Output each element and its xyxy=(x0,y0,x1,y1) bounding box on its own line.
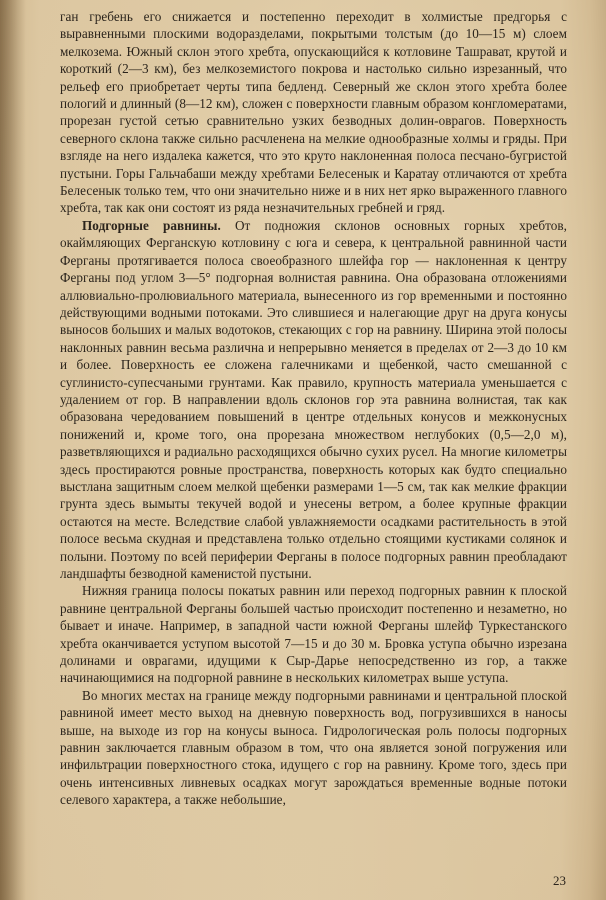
paragraph-4 xyxy=(60,687,567,809)
paragraph-1 xyxy=(60,8,567,217)
paragraph-2-text: От подножия склонов основных горных хребтов, окаймляющих Ферганскую котловину с юга и севера, к центральной равнинной части Ферганы протягивается полоса своеобразного шлейфа гор — наклоненная к центру Ферганы под углом 3—5° подгорная волнистая равнина. Она образована отложениями аллювиально-пролювиального материала, вынесенного из гор временными и постоянно действующими водными потоками. Это слившиеся и налегающие друг на друга конусы выносов больших и малых водотоков, стекающих с гор на равнину. Ширина этой полосы наклонных равнин весьма различна и непрерывно меняется в пределах от 2—3 до 10 км и более. Поверхность ее сложена галечниками и щебенкой, часто смешанной с суглинисто-супесчаными грунтами. Как правило, крупность материала уменьшается с удалением от гор. В направлении вдоль склонов гор эта равнина волнистая, так как образована чередованием повышений в центре отдельных конусов и межконусных понижений и, кроме того, она прорезана множеством неглубоких (0,5—2,0 м), разветвляющихся и радиально расходящихся обычно сухих русел. На многие километры здесь простираются ровные пространства, поверхность которых как будто специально выстлана защитным слоем мелкой щебенки размерами 1—5 см, так как мелкие фракции грунта здесь вымыты текучей водой и унесены ветром, а более крупные фракции остаются на месте. Вследствие слабой увлажняемости осадками растительность в этой полосе весьма скудная и представлена только отдельно стоящими кустиками солянок и полыни. Поэтому по всей периферии Ферганы в полосе подгорных равнин преобладают ландшафты безводной каменистой пустыни. xyxy=(60,217,567,581)
paragraph-1-text: ган гребень его снижается и постепенно переходит в холмистые предгорья с выравненными плоскими водоразделами, покрытыми толстым (до 10—15 м) слоем мелкозема. Южный склон этого хребта, опускающийся к котловине Ташрават, крутой и короткий (2—3 км), без мелкоземистого покрова и настолько сильно изрезанный, что рельеф его приобретает черты типа бедленд. Северный же склон этого хребта более пологий и длинный (8—12 км), сложен с поверхности главным образом конгломератами, прорезан густой сетью сравнительно узких безводных долин-оврагов. Поверхность северного склона также сильно расчленена на мелкие однообразные холмы и гряды. При взгляде на него издалека кажется, что это круто наклоненная полоса песчано-бугристой пустыни. Горы Гальчабаши между хребтами Белесенык и Каратау отличаются от хребта Белесенык только тем, что они значительно ниже и в них нет ярко выраженного главного хребта, так как они состоят из ряда незначительных гребней и гряд. xyxy=(60,9,567,216)
paragraph-3-text: Нижняя граница полосы покатых равнин или переход подгорных равнин к плоской равнине центральной Ферганы большей частью происходит постепенно и незаметно, но бывает и иначе. Например, в западной части южной Ферганы шлейф Туркестанского хребта оканчивается уступом высотой 7—15 и до 30 м. Бровка уступа обычно изрезана долинами и оврагами, идущими к Сыр-Дарье непосредственно из гор, а также начинающимися на подгорной равнине в нескольких километрах выше уступа. xyxy=(60,583,567,686)
paragraph-4-text: Во многих местах на границе между подгорными равнинами и центральной плоской равниной имеет место выход на дневную поверхность вод, погрузившихся в наносы выше, на выходе из гор на конусы выноса. Гидрологическая роль полосы подгорных равнин заключается главным образом в том, что она является зоной погружения или инфильтрации поверхностного стока, идущего с гор на равнину. Кроме того, здесь при очень интенсивных ливневых осадках могут зарождаться временные водные потоки селевого характера, а также небольшие, xyxy=(60,687,567,808)
page-number: 23 xyxy=(553,873,566,888)
page-gutter-shadow xyxy=(0,0,26,900)
paragraph-3 xyxy=(60,582,567,686)
section-heading-podgornye-ravniny: Подгорные равнины. xyxy=(82,217,221,233)
paragraph-2 xyxy=(60,217,567,583)
body-text xyxy=(60,8,567,809)
